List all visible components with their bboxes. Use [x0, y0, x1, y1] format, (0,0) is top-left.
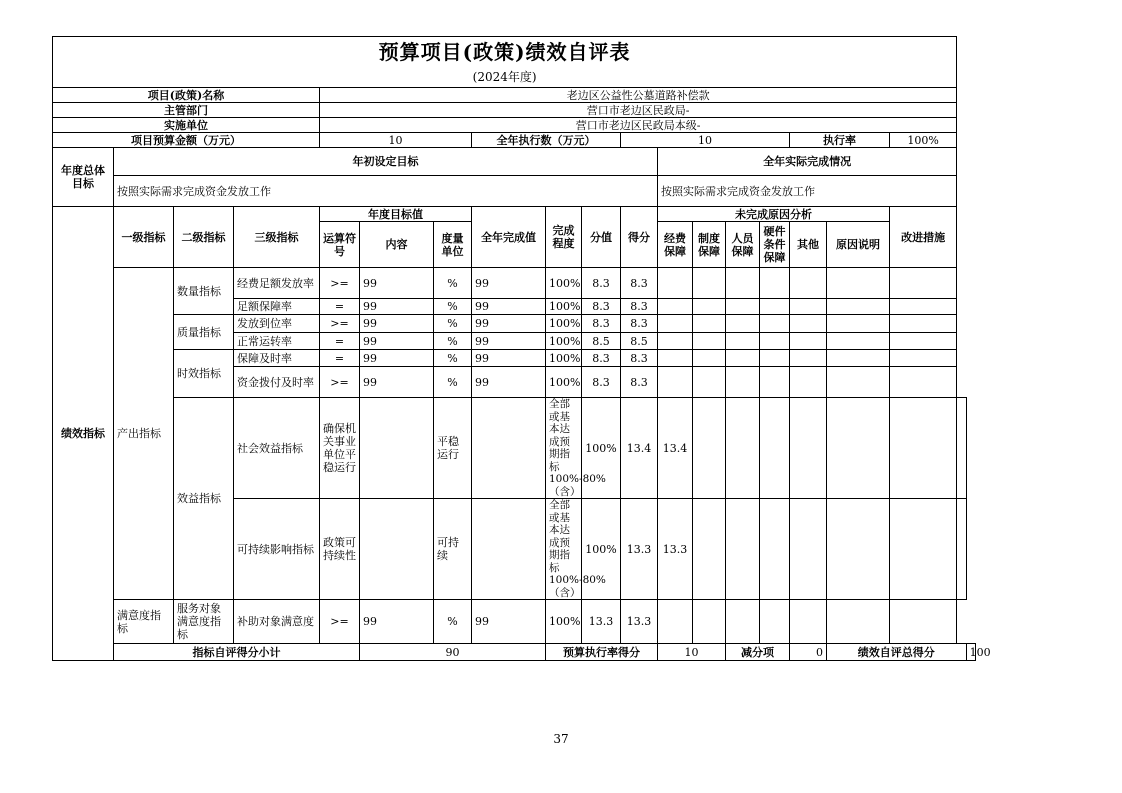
content-cell: 99	[360, 299, 434, 315]
subtotal-label: 指标自评得分小计	[114, 644, 360, 661]
unit-cell: %	[434, 299, 472, 315]
impl-unit-value: 营口市老边区民政局本级-	[320, 118, 957, 133]
reason-funding-header: 经费保障	[658, 222, 693, 268]
l3-cell: 发放到位率	[234, 315, 320, 333]
l3-header: 三级指标	[234, 207, 320, 268]
subgroup-quality: 质量指标	[174, 315, 234, 350]
actual-value-header: 全年完成值	[472, 207, 546, 268]
total-value: 100	[966, 644, 975, 661]
actual-goal-text: 按照实际需求完成资金发放工作	[658, 176, 957, 207]
content-cell: 99	[360, 350, 434, 367]
project-name-label: 项目(政策)名称	[53, 88, 320, 103]
actual-goal-header: 全年实际完成情况	[658, 148, 957, 176]
table-row	[53, 315, 976, 333]
group-satisfaction: 满意度指标	[114, 600, 174, 644]
score-cell: 13.3	[621, 600, 658, 644]
op-cell: =	[320, 350, 360, 367]
l3-cell: 正常运转率	[234, 333, 320, 350]
reasons-header: 未完成原因分析	[658, 207, 890, 222]
completion-cell: 100%	[546, 315, 582, 333]
page-title: 预算项目(政策)绩效自评表	[53, 37, 957, 68]
unit-cell: %	[434, 350, 472, 367]
actual-cell: 99	[472, 350, 546, 367]
initial-goal-header: 年初设定目标	[114, 148, 658, 176]
content-cell: 99	[360, 268, 434, 299]
value-cell: 8.3	[582, 299, 621, 315]
l3-cell: 资金拨付及时率	[234, 367, 320, 398]
completion-cell: 100%	[546, 268, 582, 299]
l3-cell: 足额保障率	[234, 299, 320, 315]
completion-header: 完成程度	[546, 207, 582, 268]
content-cell: 平稳运行	[434, 398, 472, 499]
score-cell: 8.3	[621, 350, 658, 367]
unit-cell	[472, 499, 546, 600]
budget-score-label: 预算执行率得分	[546, 644, 658, 661]
score-header: 得分	[621, 207, 658, 268]
value-cell: 8.3	[582, 268, 621, 299]
score-cell: 13.3	[658, 499, 693, 600]
op-cell: =	[320, 299, 360, 315]
completion-cell: 100%	[546, 299, 582, 315]
group-output: 产出指标	[114, 268, 174, 600]
score-cell: 8.3	[621, 315, 658, 333]
subtotal-value: 90	[360, 644, 546, 661]
unit-cell: %	[434, 367, 472, 398]
completion-cell: 100%	[582, 398, 621, 499]
op-cell: =	[320, 333, 360, 350]
completion-cell: 100%	[546, 350, 582, 367]
actual-cell: 全部或基本达成预期指标100%-80%（含）	[546, 398, 582, 499]
subgroup-quantity: 数量指标	[174, 268, 234, 315]
l3-cell: 政策可持续性	[320, 499, 360, 600]
completion-cell: 100%	[546, 333, 582, 350]
reason-explain-header: 原因说明	[827, 222, 890, 268]
actual-cell: 99	[472, 367, 546, 398]
actual-cell: 99	[472, 333, 546, 350]
improve-header: 改进措施	[890, 207, 957, 268]
unit-header: 度量单位	[434, 222, 472, 268]
value-cell: 13.3	[621, 499, 658, 600]
unit-cell: %	[434, 600, 472, 644]
performance-evaluation-table	[52, 36, 991, 661]
dept-label: 主管部门	[53, 103, 320, 118]
op-cell	[360, 499, 434, 600]
unit-cell: %	[434, 268, 472, 299]
op-cell: >=	[320, 268, 360, 299]
exec-value: 10	[621, 133, 790, 148]
content-cell: 可持续	[434, 499, 472, 600]
value-cell: 13.3	[582, 600, 621, 644]
subgroup-service: 服务对象满意度指标	[174, 600, 234, 644]
actual-cell: 全部或基本达成预期指标100%-80%（含）	[546, 499, 582, 600]
score-cell: 8.5	[621, 333, 658, 350]
table-row	[53, 268, 976, 299]
table-row	[53, 398, 976, 499]
score-cell: 8.3	[621, 367, 658, 398]
group-benefit: 效益指标	[174, 398, 234, 600]
score-value-header: 分值	[582, 207, 621, 268]
reason-hardware-header: 硬件条件保障	[760, 222, 790, 268]
project-name-value: 老边区公益性公墓道路补偿款	[320, 88, 957, 103]
op-header: 运算符号	[320, 222, 360, 268]
table-row	[53, 350, 976, 367]
op-cell: >=	[320, 367, 360, 398]
op-cell	[360, 398, 434, 499]
content-cell: 99	[360, 333, 434, 350]
l3-cell: 补助对象满意度	[234, 600, 320, 644]
rate-value: 100%	[890, 133, 957, 148]
reason-staff-header: 人员保障	[726, 222, 760, 268]
unit-cell	[472, 398, 546, 499]
completion-cell: 100%	[546, 600, 582, 644]
annual-goal-label: 年度总体目标	[53, 148, 114, 207]
budget-value: 10	[320, 133, 472, 148]
table-row	[53, 600, 976, 644]
unit-cell: %	[434, 333, 472, 350]
completion-cell: 100%	[546, 367, 582, 398]
l3-cell: 经费足额发放率	[234, 268, 320, 299]
reason-other-header: 其他	[790, 222, 827, 268]
rate-label: 执行率	[790, 133, 890, 148]
l3-cell: 确保机关事业单位平稳运行	[320, 398, 360, 499]
l2-header: 二级指标	[174, 207, 234, 268]
content-header: 内容	[360, 222, 434, 268]
page-number: 37	[553, 732, 569, 746]
exec-label: 全年执行数（万元）	[472, 133, 621, 148]
year-subtitle: (2024年度)	[53, 68, 957, 88]
perf-indicators-label: 绩效指标	[53, 207, 114, 661]
score-cell: 8.3	[621, 299, 658, 315]
score-cell: 8.3	[621, 268, 658, 299]
subgroup-sustain: 可持续影响指标	[234, 499, 320, 600]
total-label: 绩效自评总得分	[827, 644, 967, 661]
value-cell: 8.3	[582, 367, 621, 398]
op-cell: >=	[320, 600, 360, 644]
value-cell: 8.5	[582, 333, 621, 350]
actual-cell: 99	[472, 299, 546, 315]
content-cell: 99	[360, 600, 434, 644]
budget-score-value: 10	[658, 644, 726, 661]
impl-unit-label: 实施单位	[53, 118, 320, 133]
deduct-label: 减分项	[726, 644, 790, 661]
dept-value: 营口市老边区民政局-	[320, 103, 957, 118]
subgroup-timeliness: 时效指标	[174, 350, 234, 398]
value-cell: 8.3	[582, 315, 621, 333]
completion-cell: 100%	[582, 499, 621, 600]
unit-cell: %	[434, 315, 472, 333]
annual-target-header: 年度目标值	[320, 207, 472, 222]
initial-goal-text: 按照实际需求完成资金发放工作	[114, 176, 658, 207]
subgroup-social: 社会效益指标	[234, 398, 320, 499]
score-cell: 13.4	[658, 398, 693, 499]
l3-cell: 保障及时率	[234, 350, 320, 367]
content-cell: 99	[360, 367, 434, 398]
content-cell: 99	[360, 315, 434, 333]
reason-system-header: 制度保障	[693, 222, 726, 268]
actual-cell: 99	[472, 315, 546, 333]
l1-header: 一级指标	[114, 207, 174, 268]
deduct-value: 0	[790, 644, 827, 661]
value-cell: 8.3	[582, 350, 621, 367]
budget-label: 项目预算金额（万元）	[53, 133, 320, 148]
actual-cell: 99	[472, 268, 546, 299]
actual-cell: 99	[472, 600, 546, 644]
op-cell: >=	[320, 315, 360, 333]
value-cell: 13.4	[621, 398, 658, 499]
